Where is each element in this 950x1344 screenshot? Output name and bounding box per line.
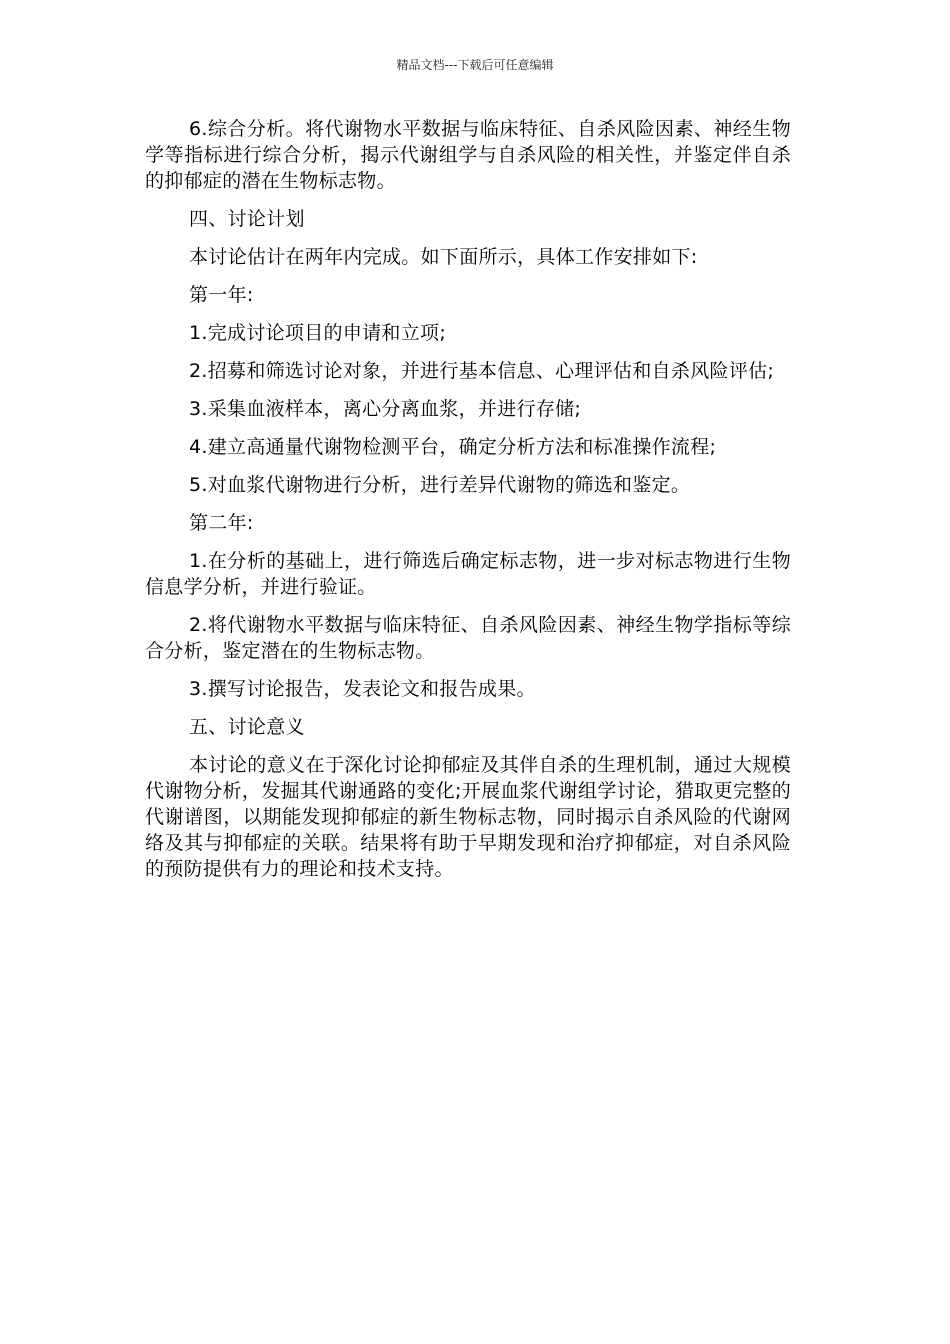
year-two-item-1: 1.在分析的基础上，进行筛选后确定标志物，进一步对标志物进行生物信息学分析，并进行验证。 [145, 550, 791, 598]
year-one-heading: 第一年: [189, 284, 254, 306]
year-one-item-1: 1.完成讨论项目的申请和立项; [189, 322, 447, 344]
year-one-item-5: 5.对血浆代谢物进行分析，进行差异代谢物的筛选和鉴定。 [189, 474, 691, 496]
year-one-item-4: 4.建立高通量代谢物检测平台，确定分析方法和标准操作流程; [189, 436, 717, 458]
page-header: 精品文档---下载后可任意编辑 [396, 58, 554, 72]
paragraph-plan-intro: 本讨论估计在两年内完成。如下面所示，具体工作安排如下: [189, 246, 698, 268]
document-body [145, 116, 791, 894]
year-two-item-2: 2.将代谢物水平数据与临床特征、自杀风险因素、神经生物学指标等综合分析，鉴定潜在的生物标志物。 [145, 614, 791, 662]
year-one-item-3: 3.采集血液样本，离心分离血浆，并进行存储; [189, 398, 582, 420]
year-two-item-3: 3.撰写讨论报告，发表论文和报告成果。 [189, 678, 536, 700]
section-heading-significance: 五、讨论意义 [189, 716, 305, 738]
paragraph-analysis-6: 6.综合分析。将代谢物水平数据与临床特征、自杀风险因素、神经生物学等指标进行综合分析，揭示代谢组学与自杀风险的相关性，并鉴定伴自杀的抑郁症的潜在生物标志物。 [145, 118, 791, 192]
paragraph-significance: 本讨论的意义在于深化讨论抑郁症及其伴自杀的生理机制，通过大规模代谢物分析，发掘其代谢通路的变化;开展血浆代谢组学讨论，猎取更完整的代谢谱图，以期能发现抑郁症的新生物标志物，同时揭示自杀风险的代谢网络及其与抑郁症的关联。结果将有助于早期发现和治疗抑郁症，对自杀风险的预防提供有力的理论和技术支持。 [145, 754, 791, 880]
year-two-heading: 第二年: [189, 512, 254, 534]
year-one-item-2: 2.招募和筛选讨论对象，并进行基本信息、心理评估和自杀风险评估; [189, 360, 775, 382]
section-heading-plan: 四、讨论计划 [189, 208, 305, 230]
